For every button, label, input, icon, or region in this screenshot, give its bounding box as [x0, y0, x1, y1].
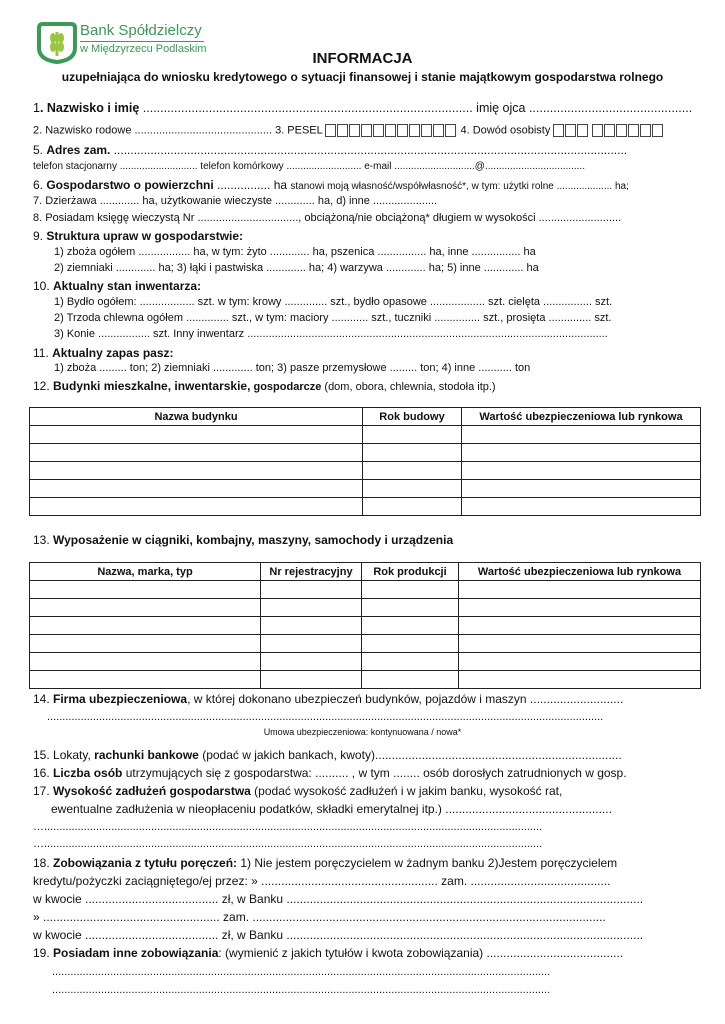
field-insurance-line2[interactable]: ......................................................................................................................................................................................	[47, 711, 604, 723]
field-name[interactable]: 1. Nazwisko i imię ............................................................................................... imię ojca ...............................................	[33, 101, 693, 115]
field-debts-line2[interactable]: ewentualne zadłużenia w nieopłaceniu podatków, składki emerytalnej itp.) ..................................................	[51, 802, 612, 816]
col-equip-name: Nazwa, marka, typ	[30, 563, 261, 581]
field-other-liabilities-line3[interactable]: ...................................................................................................................................................................	[52, 984, 551, 996]
field-debts-line3[interactable]: …...................................................................................................................................................................	[33, 821, 543, 833]
table-row[interactable]	[30, 480, 701, 498]
field-other-liabilities[interactable]: 19. Posiadam inne zobowiązania: (wymienić z jakich tytułów i kwota zobowiązania) .........................................	[33, 946, 624, 960]
field-contact[interactable]: telefon stacjonarny ............................ telefon komórkowy ........................... e-mail .............................@....................................	[33, 161, 585, 172]
equipment-table[interactable]	[29, 562, 701, 689]
field-debts[interactable]: 17. Wysokość zadłużeń gospodarstwa (podać wysokość zadłużeń i w jakim banku, wysokość rat,	[33, 784, 563, 798]
table-row[interactable]	[30, 653, 701, 671]
field-livestock-1[interactable]: 1) Bydło ogółem: .................. szt. w tym: krowy .............. szt., bydło opasowe .................. szt. cielęta ................ szt.	[54, 296, 613, 308]
field-crops-2[interactable]: 2) ziemniaki ............. ha; 3) łąki i pastwiska ............. ha; 4) warzywa ............. ha; 5) inne ............. ha	[54, 262, 539, 274]
field-lease[interactable]: 7. Dzierżawa ............. ha, użytkowanie wieczyste ............. ha, d) inne .....................	[33, 195, 438, 207]
table-row[interactable]	[30, 498, 701, 516]
table-row[interactable]	[30, 581, 701, 599]
field-farm-area[interactable]: 6. Gospodarstwo o powierzchni ................ ha stanowi moją własność/współwłasność*, w tym: użytki rolne .................... ha;	[33, 178, 629, 192]
section-livestock: 10. Aktualny stan inwentarza:	[33, 279, 202, 293]
field-maiden-pesel-id[interactable]: 2. Nazwisko rodowe ............................................. 3. PESEL 4. Dowód osobisty	[33, 124, 664, 137]
field-crops-1[interactable]: 1) zboża ogółem ................. ha, w tym: żyto ............. ha, pszenica ................ ha, inne ................ ha	[54, 246, 536, 258]
logo-line1: Bank Spółdzielczy	[80, 22, 202, 39]
buildings-table[interactable]	[29, 407, 701, 516]
field-guarantees[interactable]: 18. Zobowiązania z tytułu poręczeń: 1) Nie jestem poręczycielem w żadnym banku 2)Jestem poręczycielem	[33, 856, 618, 870]
section-buildings: 12. Budynki mieszkalne, inwentarskie, gospodarcze (dom, obora, chlewnia, stodoła itp.)	[33, 379, 496, 393]
field-deposits[interactable]: 15. Lokaty, rachunki bankowe (podać w jakich bankach, kwoty)..........................................................................	[33, 748, 622, 762]
field-address[interactable]: 5. Adres zam. ..........................................................................................................................................................	[33, 143, 628, 157]
page-subtitle: uzupełniająca do wniosku kredytowego o sytuacji finansowej i stanie majątkowym gospodarstwa rolnego	[61, 70, 664, 84]
table-row[interactable]	[30, 617, 701, 635]
table-row[interactable]	[30, 444, 701, 462]
field-guarantees-line3[interactable]: w kwocie ........................................ zł, w Banku ...........................................................................................................	[33, 892, 644, 906]
logo-divider	[80, 41, 204, 42]
table-row[interactable]	[30, 635, 701, 653]
field-other-liabilities-line2[interactable]: ...................................................................................................................................................................	[52, 966, 551, 978]
field-livestock-3[interactable]: 3) Konie ................. szt. Inny inwentarz ......................................................................................................................	[54, 328, 608, 340]
table-row[interactable]	[30, 462, 701, 480]
table-row[interactable]	[30, 599, 701, 617]
section-crops: 9. Struktura upraw w gospodarstwie:	[33, 229, 244, 243]
col-build-year: Rok budowy	[363, 408, 462, 426]
field-land-register[interactable]: 8. Posiadam księgę wieczystą Nr ................................., obciążoną/nie obciążoną* długiem w wysokości ...........................	[33, 212, 622, 224]
page-title: INFORMACJA	[312, 50, 413, 67]
field-livestock-2[interactable]: 2) Trzoda chlewna ogółem .............. szt., w tym: maciory ............ szt., tuczniki ............... szt., prosięta .............. szt.	[54, 312, 612, 324]
field-people[interactable]: 16. Liczba osób utrzymujących się z gospodarstwa: .......... , w tym ........ osób dorosłych zatrudnionych w gosp.	[33, 766, 627, 780]
field-guarantees-line5[interactable]: w kwocie ........................................ zł, w Banku ...........................................................................................................	[33, 928, 644, 942]
col-production-year: Rok produkcji	[362, 563, 459, 581]
section-equipment: 13. Wyposażenie w ciągniki, kombajny, maszyny, samochody i urządzenia	[33, 533, 454, 547]
table-row[interactable]	[30, 426, 701, 444]
field-guarantees-line2[interactable]: kredytu/pożyczki zaciągniętego/ej przez: » ..................................................... zam. ..........................................	[33, 874, 611, 888]
pesel-boxes[interactable]	[325, 124, 457, 137]
table-row[interactable]	[30, 671, 701, 689]
section-feed: 11. Aktualny zapas pasz:	[33, 346, 174, 360]
field-guarantees-line4[interactable]: » ..................................................... zam. ..........................................................................................................	[33, 910, 606, 924]
id-card-boxes[interactable]	[553, 124, 664, 137]
logo-line2: w Międzyrzecu Podlaskim	[80, 43, 207, 55]
field-insurance[interactable]: 14. Firma ubezpieczeniowa, w której dokonano ubezpieczeń budynków, pojazdów i maszyn ............................	[33, 692, 624, 706]
col-value: Wartość ubezpieczeniowa lub rynkowa	[462, 408, 701, 426]
col-value: Wartość ubezpieczeniowa lub rynkowa	[459, 563, 701, 581]
col-building-name: Nazwa budynku	[30, 408, 363, 426]
insurance-note: Umowa ubezpieczeniowa: kontynuowana / nowa*	[263, 727, 462, 737]
col-registration: Nr rejestracyjny	[261, 563, 362, 581]
field-debts-line4[interactable]: …...................................................................................................................................................................	[33, 838, 543, 850]
field-feed[interactable]: 1) zboża ......... ton; 2) ziemniaki ............. ton; 3) pasze przemysłowe ......... ton; 4) inne ........... ton	[54, 362, 531, 374]
